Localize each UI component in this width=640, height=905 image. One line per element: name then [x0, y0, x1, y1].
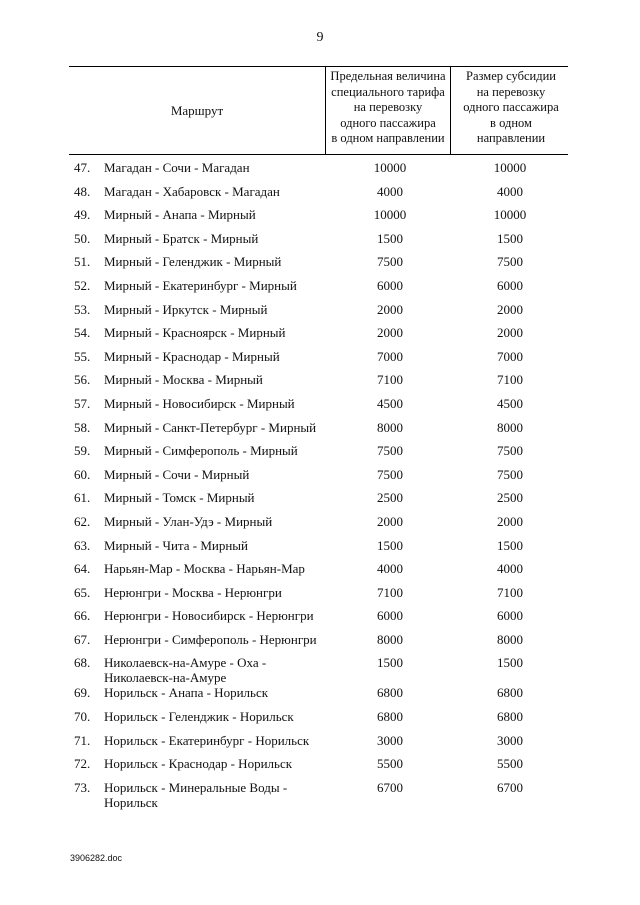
- route-cell: Мирный - Симферополь - Мирный: [104, 443, 298, 459]
- table-row: [0, 155, 640, 179]
- route-cell: Мирный - Сочи - Мирный: [104, 466, 250, 482]
- tariff-cell: 1500: [377, 537, 403, 553]
- header-subsidy-line: на перевозку: [476, 84, 546, 99]
- tariff-cell: 5500: [377, 756, 403, 772]
- row-number: 47.: [74, 160, 91, 175]
- route-cell: Мирный - Анапа - Мирный: [104, 207, 256, 223]
- row-number: 50.: [74, 230, 91, 246]
- tariff-cell: 6000: [377, 608, 403, 624]
- tariff-cell: 6800: [377, 709, 403, 725]
- route-cell: Мирный - Геленджик - Мирный: [104, 254, 282, 270]
- table-row: [0, 462, 640, 486]
- row-number: 64.: [74, 561, 91, 577]
- tariff-cell: 7100: [377, 372, 403, 388]
- table-row: [0, 249, 640, 273]
- subsidy-cell: 7100: [497, 372, 523, 388]
- table-row: [0, 344, 640, 368]
- row-number: 68.: [74, 655, 91, 671]
- route-cell: Норильск - Екатеринбург - Норильск: [104, 732, 310, 748]
- page-number: 9: [316, 30, 324, 45]
- route-cell: Нерюнгри - Новосибирск - Нерюнгри: [104, 608, 314, 624]
- subsidy-cell: 4000: [497, 183, 523, 199]
- row-number: 55.: [74, 348, 91, 364]
- subsidy-cell: 8000: [497, 631, 523, 647]
- subsidy-cell: 2500: [497, 490, 523, 506]
- tariff-cell: 2000: [377, 301, 403, 317]
- route-cell: Нерюнгри - Москва - Нерюнгри: [104, 584, 282, 600]
- route-cell: Норильск - Анапа - Норильск: [104, 685, 269, 701]
- tariff-cell: 7500: [377, 254, 403, 270]
- route-cell: Мирный - Москва - Мирный: [104, 372, 263, 388]
- table-row: [0, 556, 640, 580]
- tariff-cell: 7100: [377, 584, 403, 600]
- tariff-cell: 10000: [373, 160, 407, 175]
- row-number: 61.: [74, 490, 91, 506]
- route-cell: Николаевск-на-Амуре - Оха - Николаевск-на-Амуре: [104, 655, 267, 686]
- tariff-cell: 7500: [377, 443, 403, 459]
- route-cell: Норильск - Геленджик - Норильск: [104, 709, 294, 725]
- subsidy-cell: 4000: [497, 561, 523, 577]
- tariff-cell: 4000: [377, 561, 403, 577]
- tariff-cell: 1500: [377, 230, 403, 246]
- subsidy-cell: 1500: [497, 537, 523, 553]
- subsidy-cell: 10000: [493, 160, 527, 175]
- row-number: 66.: [74, 608, 91, 624]
- route-cell: Магадан - Хабаровск - Магадан: [104, 183, 280, 199]
- tariff-cell: 8000: [377, 631, 403, 647]
- route-cell: Мирный - Чита - Мирный: [104, 537, 249, 553]
- row-number: 70.: [74, 709, 91, 725]
- header-tariff-line: в одном направлении: [331, 131, 445, 145]
- route-cell: Мирный - Санкт-Петербург - Мирный: [104, 419, 317, 435]
- tariff-cell: 6000: [377, 277, 403, 293]
- header-subsidy-line: одного пассажира: [463, 100, 559, 114]
- row-number: 60.: [74, 466, 91, 482]
- table-row: [0, 179, 640, 203]
- table-row: [0, 728, 640, 752]
- tariff-cell: 7500: [377, 466, 403, 482]
- table-row: [0, 751, 640, 775]
- table-row: [0, 603, 640, 627]
- tariff-cell: 2000: [377, 325, 403, 341]
- row-number: 69.: [74, 685, 91, 701]
- route-cell: Мирный - Томск - Мирный: [104, 490, 255, 506]
- table-row: [0, 680, 640, 704]
- route-cell: Норильск - Минеральные Воды - Норильск: [104, 779, 288, 810]
- table-row: [0, 704, 640, 728]
- subsidy-cell: 3000: [497, 732, 523, 748]
- subsidy-cell: 10000: [493, 207, 527, 223]
- table-row: [0, 226, 640, 250]
- route-cell: Мирный - Екатеринбург - Мирный: [104, 277, 297, 293]
- header-tariff-line: Предельная величина: [330, 69, 446, 83]
- subsidy-cell: 1500: [497, 230, 523, 246]
- subsidy-cell: 1500: [497, 655, 523, 671]
- route-cell: Норильск - Краснодар - Норильск: [104, 756, 293, 772]
- subsidy-cell: 2000: [497, 325, 523, 341]
- subsidy-cell: 8000: [497, 419, 523, 435]
- table-header: [69, 66, 568, 155]
- table-body: [0, 155, 640, 813]
- route-cell: Нарьян-Мар - Москва - Нарьян-Мар: [104, 561, 305, 577]
- table-row: [0, 415, 640, 439]
- table-row: [0, 533, 640, 557]
- table-row: [0, 391, 640, 415]
- row-number: 59.: [74, 443, 91, 459]
- table-row: [0, 775, 640, 813]
- row-number: 51.: [74, 254, 91, 270]
- header-tariff: [325, 67, 451, 154]
- table-row: [0, 485, 640, 509]
- route-cell: Мирный - Красноярск - Мирный: [104, 325, 286, 341]
- tariff-cell: 6700: [377, 779, 403, 795]
- header-subsidy-line: направлении: [476, 131, 546, 145]
- table-row: [0, 273, 640, 297]
- tariff-cell: 1500: [377, 655, 403, 671]
- subsidy-cell: 6700: [497, 779, 523, 795]
- tariff-cell: 4000: [377, 183, 403, 199]
- table-row: [0, 580, 640, 604]
- row-number: 63.: [74, 537, 91, 553]
- tariff-cell: 8000: [377, 419, 403, 435]
- tariff-cell: 7000: [377, 348, 403, 364]
- subsidy-cell: 6800: [497, 685, 523, 701]
- footer-filename: 3906282.doc: [70, 853, 123, 863]
- subsidy-cell: 7000: [497, 348, 523, 364]
- tariff-cell: 3000: [377, 732, 403, 748]
- subsidy-cell: 7500: [497, 466, 523, 482]
- subsidy-cell: 5500: [497, 756, 523, 772]
- tariff-cell: 2500: [377, 490, 403, 506]
- row-number: 48.: [74, 183, 91, 199]
- header-subsidy-line: Размер субсидии: [466, 69, 556, 83]
- subsidy-cell: 6000: [497, 608, 523, 624]
- route-cell: Мирный - Иркутск - Мирный: [104, 301, 268, 317]
- header-subsidy: [454, 67, 568, 154]
- tariff-cell: 6800: [377, 685, 403, 701]
- subsidy-cell: 7500: [497, 254, 523, 270]
- tariff-cell: 10000: [373, 207, 407, 223]
- header-subsidy-line: в одном: [490, 115, 532, 130]
- row-number: 56.: [74, 372, 91, 388]
- row-number: 62.: [74, 513, 91, 529]
- row-number: 54.: [74, 325, 91, 341]
- header-tariff-line: одного пассажира: [340, 115, 436, 130]
- row-number: 52.: [74, 277, 91, 293]
- table-row: [0, 202, 640, 226]
- table-row: [0, 509, 640, 533]
- subsidy-cell: 7100: [497, 584, 523, 600]
- route-cell: Мирный - Улан-Удэ - Мирный: [104, 513, 273, 529]
- table-row: [0, 627, 640, 651]
- header-tariff-line: на перевозку: [353, 100, 423, 114]
- route-cell: Нерюнгри - Симферополь - Нерюнгри: [104, 631, 317, 647]
- table-row: [0, 320, 640, 344]
- row-number: 58.: [74, 419, 91, 435]
- table-row: [0, 438, 640, 462]
- subsidy-cell: 2000: [497, 301, 523, 317]
- header-route: Маршрут: [170, 102, 224, 118]
- row-number: 57.: [74, 395, 91, 411]
- subsidy-cell: 7500: [497, 443, 523, 459]
- route-cell: Мирный - Новосибирск - Мирный: [104, 395, 295, 411]
- row-number: 49.: [74, 207, 91, 223]
- row-number: 65.: [74, 584, 91, 600]
- table-row: [0, 297, 640, 321]
- subsidy-cell: 6800: [497, 709, 523, 725]
- route-cell: Мирный - Братск - Мирный: [104, 230, 259, 246]
- row-number: 72.: [74, 756, 91, 772]
- row-number: 53.: [74, 301, 91, 317]
- tariff-cell: 2000: [377, 513, 403, 529]
- tariff-cell: 4500: [377, 395, 403, 411]
- subsidy-cell: 6000: [497, 277, 523, 293]
- header-tariff-line: специального тарифа: [331, 84, 445, 99]
- route-cell: Мирный - Краснодар - Мирный: [104, 348, 280, 364]
- table-row: [0, 650, 640, 686]
- subsidy-cell: 4500: [497, 395, 523, 411]
- subsidy-cell: 2000: [497, 513, 523, 529]
- route-cell: Магадан - Сочи - Магадан: [104, 160, 250, 175]
- row-number: 73.: [74, 779, 91, 795]
- row-number: 71.: [74, 732, 91, 748]
- table-row: [0, 367, 640, 391]
- row-number: 67.: [74, 631, 91, 647]
